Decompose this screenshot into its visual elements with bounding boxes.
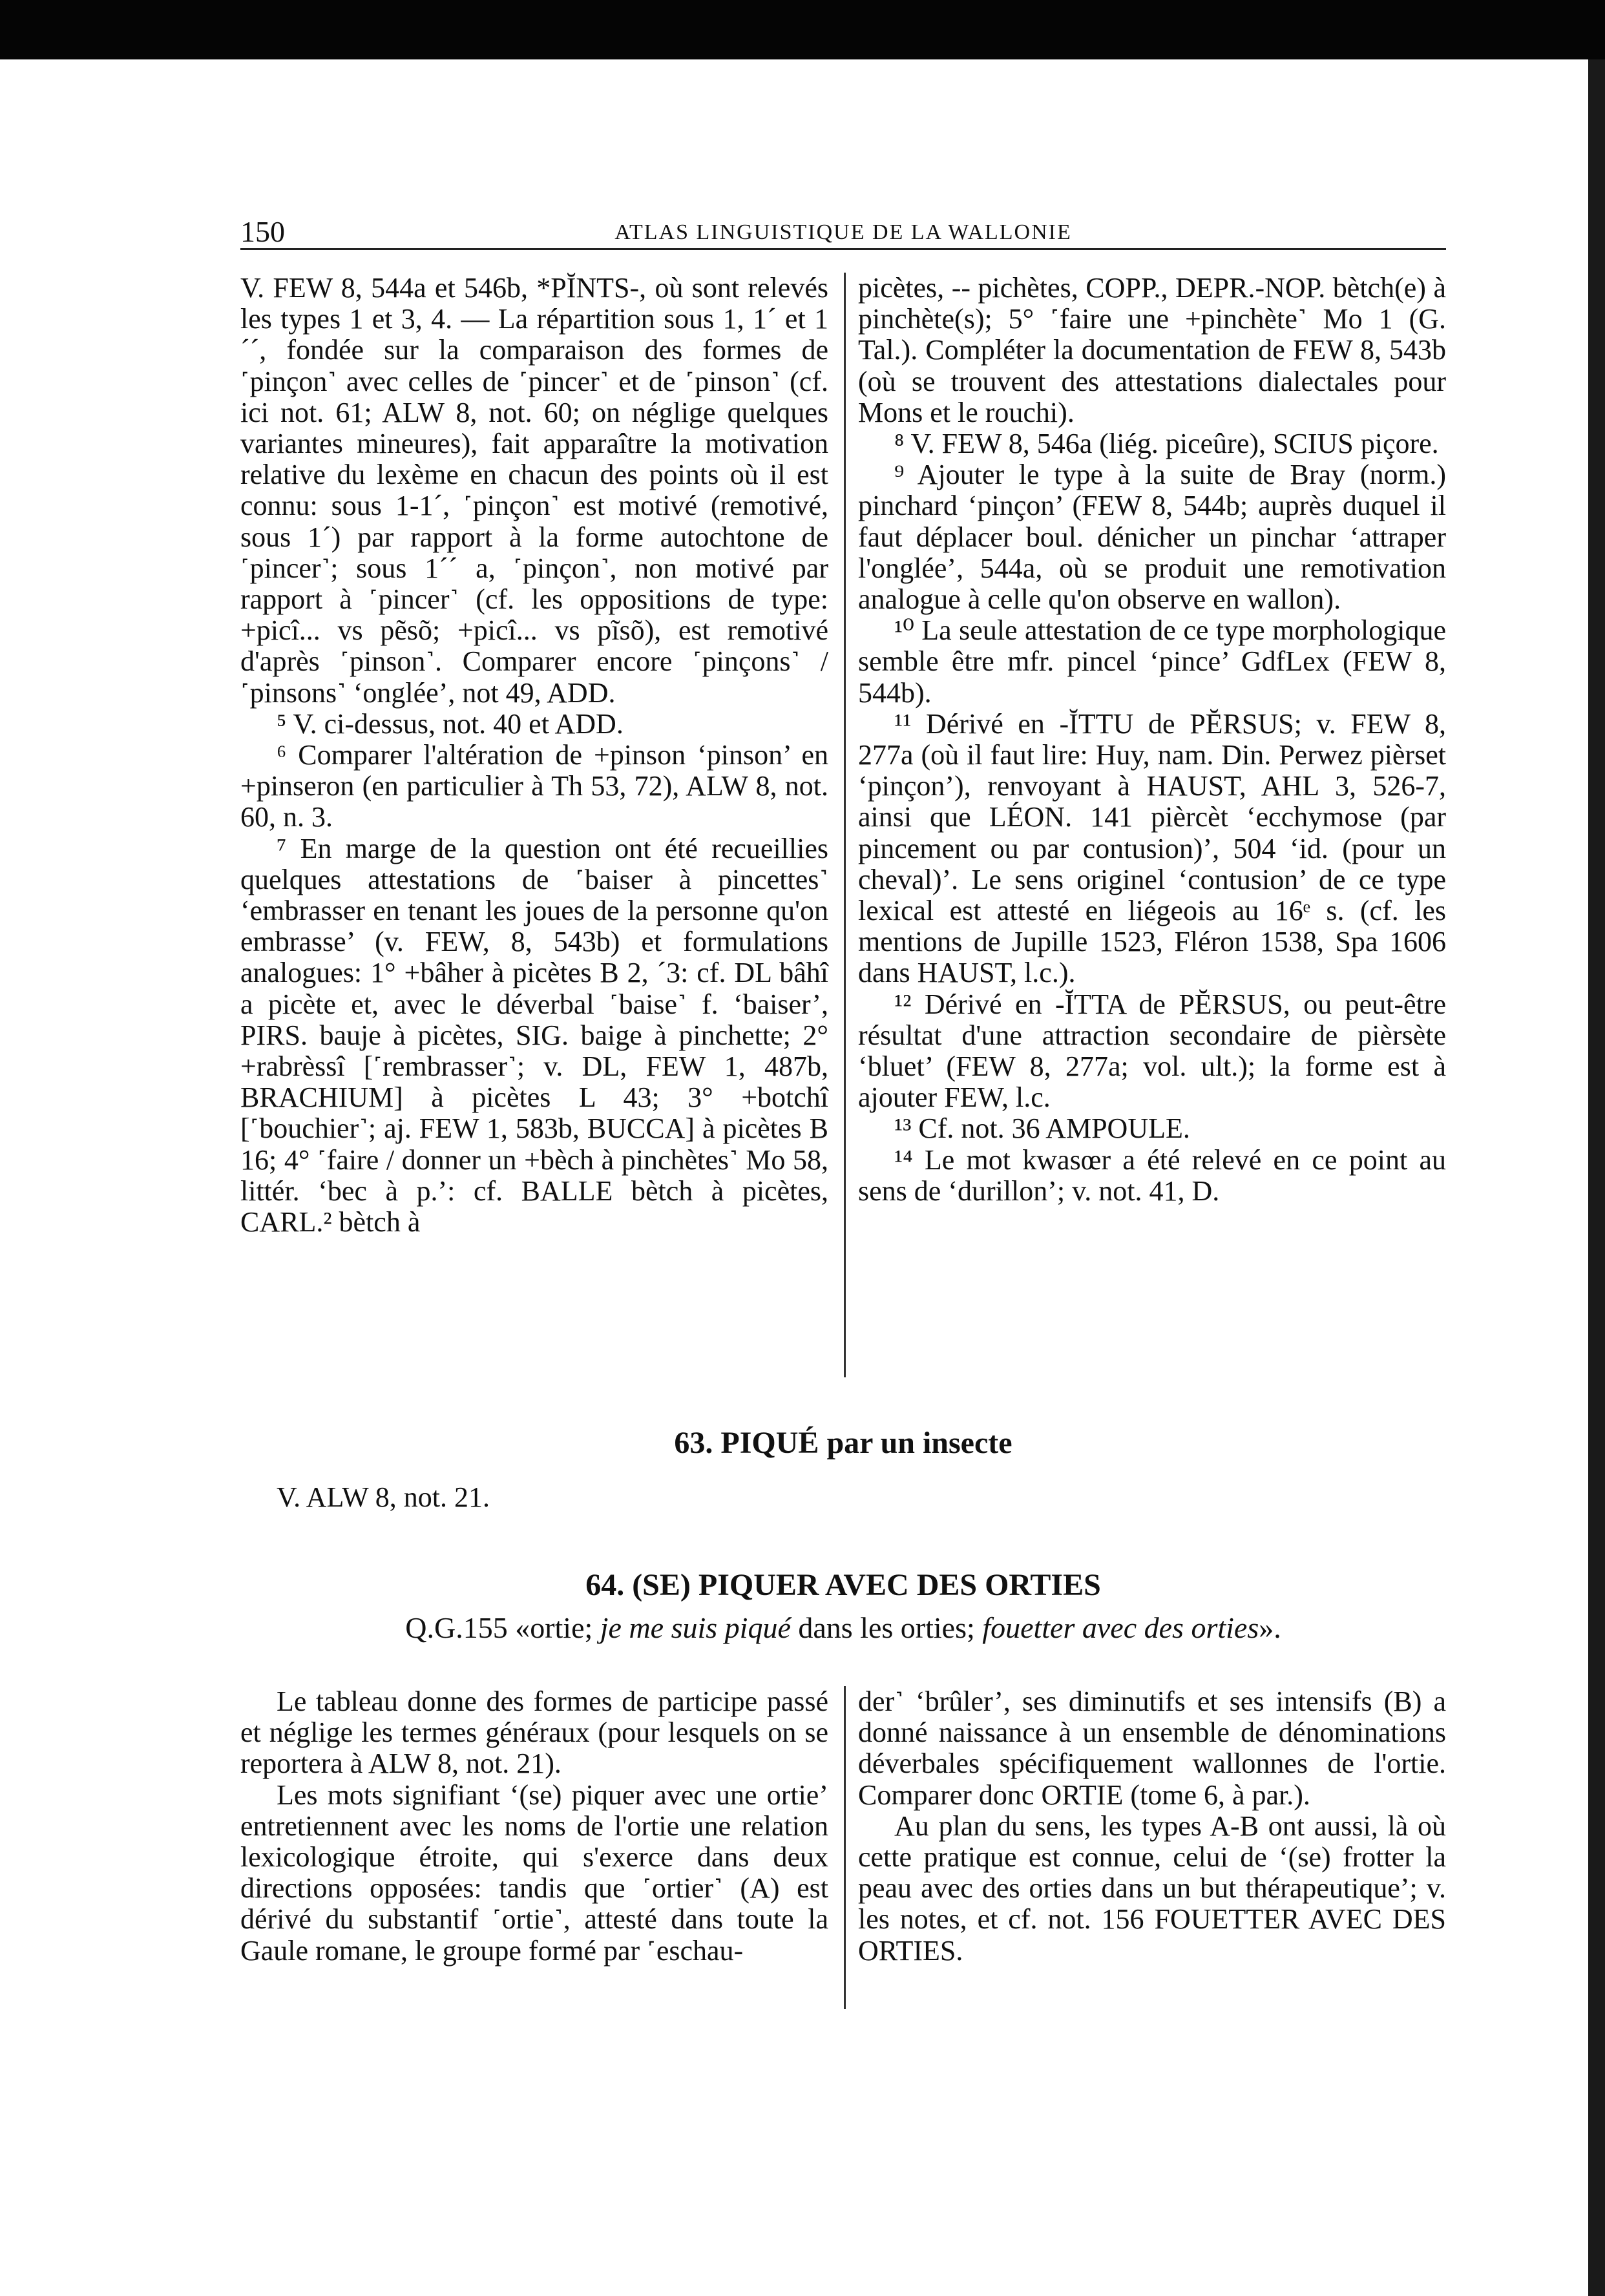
question-italic-2: fouetter avec des orties [982,1611,1259,1644]
note-10: ¹⁰ La seule attestation de ce type morphologique semble être mfr. pincel ‘pince’ GdfLex (FEW 8, 544b). [858,614,1446,709]
column-divider [844,1686,846,2009]
section-63-body: V. ALW 8, not. 21. [277,1481,490,1513]
note-9: ⁹ Ajouter le type à la suite de Bray (norm.) pinchard ‘pinçon’ (FEW 8, 544b; auprès duquel il faut déplacer boul. dénicher un pinchar ‘attraper l'onglée’, 544a, où se produit une remotivation analogue à celle qu'on observe en wallon). [858,459,1446,616]
section-64-heading: 64. (SE) PIQUER AVEC DES ORTIES [585,1568,1101,1602]
note-12: ¹² Dérivé en -ĬTTA de PĔRSUS, ou peut-être résultat d'une attraction secondaire de pièrsète ‘bluet’ (FEW 8, 277a; vol. ult.); la forme est à ajouter FEW, l.c. [858,988,1446,1114]
question-middle: dans les orties; [790,1611,983,1644]
notes-left-column [240,273,828,1238]
question-italic-1: je me suis piqué [600,1611,791,1644]
page-number: 150 [240,215,285,248]
note-6: ⁶ Comparer l'altération de +pinson ‘pinson’ en +pinseron (en particulier à Th 53, 72), ALW 8, not. 60, n. 3. [240,739,828,833]
note-13: ¹³ Cf. not. 36 AMPOULE. [894,1112,1190,1145]
question-suffix: ». [1259,1611,1281,1644]
scan-right-border [1588,59,1605,2296]
body-paragraph: der˺ ‘brûler’, ses diminutifs et ses intensifs (B) a donné naissance à un ensemble de dénominations déverbales spécifiquement wallonnes de l'ortie. Comparer donc ORTIE (tome 6, à par.). [858,1685,1446,1811]
scan-top-border [0,0,1605,59]
question-prefix: Q.G.155 «ortie; [405,1611,600,1644]
body-paragraph: Le tableau donne des formes de participe passé et néglige les termes généraux (pour lesquels on se reportera à ALW 8, not. 21). [240,1685,828,1780]
note-5: ⁵ V. ci-dessus, not. 40 et ADD. [277,707,624,740]
note-7: ⁷ En marge de la question ont été recueillies quelques attestations de ˹baiser à pincettes˺ ‘embrasser en tenant les joues de la personne qu'on embrasse’ (v. FEW, 8, 543b) et formulations analogues: 1° +bâher à picètes B 2, ´3: cf. DL bâhî a picète et, avec le déverbal ˹baise˺ f. ‘baiser’, PIRS. bauje à picètes, SIG. baige à pinchette; 2° +rabrèssî [˹rembrasser˺; v. DL, FEW 1, 487b, BRACHIUM] à picètes L 43; 3° +botchî [˹bouchier˺; aj. FEW 1, 583b, BUCCA] à picètes B 16; 4° ˹faire / donner un +bèch à pinchètes˺ Mo 58, littér. ‘bec à p.’: cf. BALLE bètch à picètes, CARL.² bètch à [240,832,828,1238]
section-64-right-column [858,1686,1446,1967]
body-paragraph: Les mots signifiant ‘(se) piquer avec une ortie’ entretiennent avec les noms de l'ortie une relation lexicologique étroite, qui s'exerce dans deux directions opposées: tandis que ˹ortier˺ (A) est dérivé du substantif ˹ortie˺, attesté dans toute la Gaule romane, le groupe formé par ˹eschau- [240,1779,828,1967]
note-7-continued: picètes, -- pichètes, COPP., DEPR.-NOP. bètch(e) à pinchète(s); 5° ˹faire une +pinchète˺ Mo 1 (G. Tal.). Compléter la documentation de FEW 8, 543b (où se trouvent des attestations dialectales pour Mons et le rouchi). [858,272,1446,428]
note-8: ⁸ V. FEW 8, 546a (liég. piceûre), SCIUS piçore. [894,428,1439,460]
note-paragraph: V. FEW 8, 544a et 546b, *PĬNTS-, où sont relevés les types 1 et 3, 4. — La répartition sous 1, 1´ et 1´´, fondée sur la comparaison des formes de ˹pinçon˺ avec celles de ˹pincer˺ et de ˹pinson˺ (cf. ici not. 61; ALW 8, not. 60; on néglige quelques variantes mineures), fait apparaître la motivation relative du lexème en chacun des points où il est connu: sous 1-1´, ˹pinçon˺ est motivé (remotivé, sous 1´) par rapport à la forme autochtone de ˹pincer˺; sous 1´´ a, ˹pinçon˺, non motivé par rapport à ˹pincer˺ (cf. les oppositions de type: +picî... vs pẽsõ; +picî... vs pĩsõ), est remotivé d'après ˹pinson˺. Comparer encore ˹pinçons˺ / ˹pinsons˺ ‘onglée’, not 49, ADD. [240,272,828,709]
note-11: ¹¹ Dérivé en -ĬTTU de PĔRSUS; v. FEW 8, 277a (où il faut lire: Huy, nam. Din. Perwez pièrset ‘pinçon’), renvoyant à HAUST, AHL 3, 526-7, ainsi que LÉON. 141 pièrcèt ‘ecchymose (par pincement ou par contusion)’, 504 ‘id. (pour un cheval)’. Le sens originel ‘contusion’ de ce type lexical est attesté en liégeois au 16ᵉ s. (cf. les mentions de Jupille 1523, Fléron 1538, Spa 1606 dans HAUST, l.c.). [858,707,1446,989]
body-paragraph: Au plan du sens, les types A-B ont aussi, là où cette pratique est connue, celui de ‘(se) frotter la peau avec des orties dans un but thérapeutique’; v. les notes, et cf. not. 156 FOUETTER AVEC DES ORTIES. [858,1810,1446,1967]
section-64-left-column [240,1686,828,1967]
column-divider [844,273,846,1377]
questionnaire-line [240,1611,1446,1645]
running-title: ATLAS LINGUISTIQUE DE LA WALLONIE [614,220,1072,244]
notes-right-column [858,273,1446,1207]
running-head [240,216,1446,250]
section-63-heading: 63. PIQUÉ par un insecte [674,1426,1012,1460]
note-14: ¹⁴ Le mot kwasœr a été relevé en ce point au sens de ‘durillon’; v. not. 41, D. [858,1143,1446,1207]
